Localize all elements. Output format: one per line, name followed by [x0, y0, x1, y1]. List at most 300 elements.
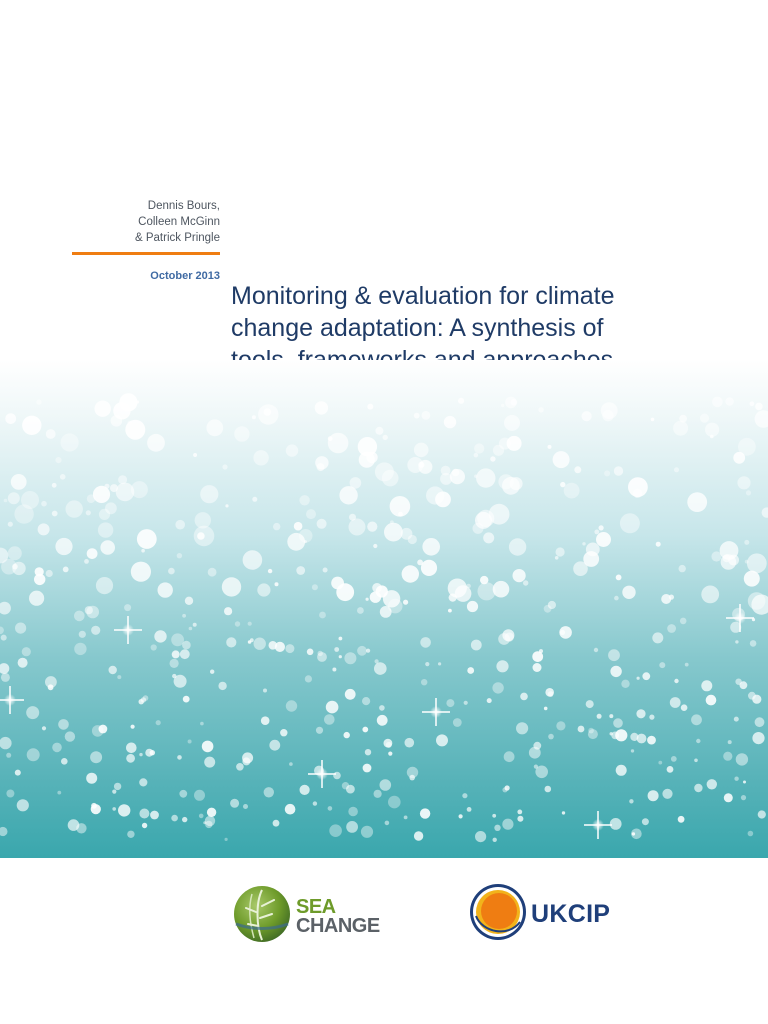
sparkle-dot — [193, 623, 197, 627]
sparkle-dot — [222, 577, 241, 596]
sea-sparkle-image — [0, 360, 768, 858]
sparkle-dot — [286, 444, 298, 456]
sparkle-dot — [452, 469, 460, 477]
sparkle-dot — [516, 722, 528, 734]
sparkle-dot — [205, 816, 215, 826]
sparkle-dot — [621, 680, 629, 688]
sparkle-dot — [63, 567, 69, 573]
sparkle-dot — [669, 595, 674, 600]
sparkle-dot — [222, 464, 227, 469]
sparkle-dot — [363, 764, 372, 773]
sparkle-dot — [243, 804, 248, 809]
sparkle-dot — [131, 562, 151, 582]
sparkle-dot — [194, 526, 215, 547]
sparkle-dot — [105, 502, 117, 514]
sparkle-dot — [474, 453, 479, 458]
title-line: change adaptation: A synthesis of — [231, 314, 604, 342]
sparkle-dot — [306, 509, 316, 519]
sparkle-dot — [586, 700, 594, 708]
sparkle-dot — [414, 413, 420, 419]
sparkle-dot — [377, 715, 388, 726]
sparkle-dot — [98, 522, 113, 537]
sparkle-dot — [118, 804, 130, 816]
sparkle-dot — [253, 450, 268, 465]
sparkle-dot — [91, 626, 100, 635]
ukcip-wordmark: UKCIP — [531, 900, 611, 928]
sparkle-dot — [318, 651, 323, 656]
sparkle-dot — [236, 763, 244, 771]
sparkle-dot — [691, 714, 702, 725]
sparkle-dot — [681, 704, 688, 711]
sparkle-dot — [127, 421, 131, 425]
sparkle-dot — [319, 612, 326, 619]
sparkle-dot — [505, 633, 514, 642]
seachange-word-change: CHANGE — [296, 915, 380, 937]
sparkle-dot — [248, 622, 252, 626]
sparkle-dot — [289, 762, 293, 766]
sparkle-dot — [261, 716, 270, 725]
sparkle-dot — [453, 718, 462, 727]
sparkle-dot — [273, 523, 280, 530]
sparkle-dot — [359, 452, 375, 468]
sparkle-dot — [448, 609, 452, 613]
sparkle-dot — [651, 418, 655, 422]
sparkle-dot — [127, 831, 134, 838]
sparkle-dot — [492, 682, 503, 693]
sparkle-dot — [87, 548, 98, 559]
sparkle-dot — [435, 492, 451, 508]
sparkle-dot — [46, 429, 56, 439]
sparkle-dot — [74, 643, 86, 655]
sparkle-dot — [421, 560, 437, 576]
sparkle-dot — [27, 748, 40, 761]
sparkle-dot — [671, 756, 677, 762]
sparkle-dot — [390, 520, 394, 524]
sparkle-dot — [79, 631, 86, 638]
sparkle-dot — [420, 808, 430, 818]
sparkle-dot — [588, 728, 594, 734]
sparkle-dot — [467, 807, 472, 812]
sparkle-dot — [694, 784, 702, 792]
sparkle-dot — [4, 499, 8, 503]
sparkle-glow — [430, 706, 442, 718]
sparkle-dot — [243, 550, 263, 570]
sparkle-dot — [200, 485, 218, 503]
sparkle-dot — [496, 660, 508, 672]
orange-divider — [72, 252, 220, 255]
sparkle-dot — [257, 583, 270, 596]
sparkle-dot — [414, 831, 423, 840]
sparkle-dot — [494, 825, 500, 831]
sparkle-dot — [234, 426, 249, 441]
sparkle-dot — [545, 786, 552, 793]
sparkle-dot — [357, 607, 364, 614]
sparkle-dot — [317, 519, 327, 529]
sparkle-dot — [210, 670, 214, 674]
sparkle-dot — [490, 456, 495, 461]
sparkle-dot — [478, 582, 496, 600]
sparkle-dot — [26, 706, 39, 719]
sparkle-dot — [99, 725, 108, 734]
sparkle-dot — [29, 591, 44, 606]
sparkle-dot — [225, 504, 228, 507]
sparkle-dot — [711, 551, 721, 561]
sparkle-dot — [207, 808, 216, 817]
sparkle-dot — [390, 496, 411, 517]
sparkle-dot — [189, 627, 193, 631]
sparkle-dot — [333, 772, 341, 780]
sparkle-dot — [357, 646, 367, 656]
sparkle-dot — [642, 818, 649, 825]
sparkle-dot — [362, 697, 370, 705]
sparkle-dot — [342, 782, 349, 789]
sparkle-dot — [376, 585, 388, 597]
sparkle-dot — [467, 601, 478, 612]
sparkle-dot — [548, 601, 556, 609]
sparkle-dot — [15, 623, 26, 634]
sparkle-dot — [172, 674, 176, 678]
sparkle-dot — [147, 434, 165, 452]
sparkle-dot — [418, 462, 424, 468]
sparkle-dot — [116, 483, 135, 502]
sparkle-dot — [409, 775, 415, 781]
sparkle-dot — [38, 523, 50, 535]
sparkle-dot — [206, 419, 223, 436]
sparkle-dot — [701, 680, 712, 691]
sparkle-dot — [611, 732, 619, 740]
sparkle-dot — [649, 715, 654, 720]
sparkle-glow — [592, 819, 604, 831]
sparkle-dot — [745, 560, 749, 564]
sparkle-dot — [674, 467, 679, 472]
sparkle-glow — [316, 768, 328, 780]
sparkle-dot — [637, 677, 640, 680]
sparkle-dot — [734, 717, 739, 722]
sparkle-dot — [582, 411, 592, 421]
sparkle-dot — [674, 679, 678, 683]
sparkle-dot — [41, 501, 47, 507]
sparkle-dot — [556, 547, 565, 556]
sparkle-dot — [307, 649, 314, 656]
sparkle-dot — [559, 626, 572, 639]
sparkle-dot — [405, 738, 415, 748]
sparkle-dot — [476, 468, 495, 487]
sparkle-dot — [346, 821, 358, 833]
sparkle-dot — [109, 666, 117, 674]
sparkle-dot — [667, 624, 676, 633]
sparkle-dot — [712, 397, 723, 408]
sparkle-dot — [632, 832, 635, 835]
sparkle-dot — [741, 795, 746, 800]
sparkle-dot — [601, 402, 618, 419]
sparkle-dot — [544, 707, 548, 711]
sparkle-dot — [513, 569, 526, 582]
sparkle-dot — [388, 796, 401, 809]
sparkle-dot — [594, 648, 598, 652]
title-line: Monitoring & evaluation for climate — [231, 282, 615, 310]
ukcip-logo — [468, 882, 628, 946]
sparkle-dot — [141, 697, 146, 702]
sparkle-dot — [696, 739, 700, 743]
sparkle-dot — [269, 740, 280, 751]
sparkle-dot — [493, 445, 504, 456]
sparkle-dot — [349, 514, 356, 521]
sparkle-dot — [139, 753, 142, 756]
sparkle-dot — [226, 637, 236, 647]
sparkle-dot — [334, 647, 339, 652]
sparkle-dot — [158, 582, 173, 597]
sparkle-dot — [252, 415, 256, 419]
sparkle-dot — [22, 416, 41, 435]
sparkle-dot — [422, 411, 431, 420]
sparkle-dot — [436, 734, 448, 746]
sparkle-dot — [84, 559, 89, 564]
sparkle-dot — [126, 743, 137, 754]
sparkle-dot — [258, 404, 278, 424]
sparkle-dot — [707, 779, 717, 789]
sparkle-dot — [523, 580, 528, 585]
sparkle-dot — [705, 423, 719, 437]
sparkle-dot — [349, 519, 366, 536]
sparkle-dot — [208, 568, 217, 577]
sparkle-dot — [55, 538, 72, 555]
sparkle-dot — [52, 483, 57, 488]
sparkle-dot — [694, 759, 698, 763]
sparkle-dot — [614, 466, 623, 475]
sparkle-dot — [139, 809, 149, 819]
sparkle-dot — [636, 709, 645, 718]
sparkle-dot — [420, 637, 431, 648]
sparkle-dot — [464, 701, 468, 705]
sparkle-dot — [610, 818, 622, 830]
sparkle-dot — [179, 790, 187, 798]
sparkle-dot — [750, 640, 757, 647]
sparkle-dot — [182, 817, 187, 822]
sparkle-dot — [131, 725, 135, 729]
sparkle-dot — [737, 476, 750, 489]
sparkle-dot — [701, 586, 719, 604]
sparkle-dot — [177, 755, 182, 760]
sparkle-dot — [755, 717, 765, 727]
sparkle-dot — [507, 436, 522, 451]
sparkle-dot — [534, 765, 538, 769]
sparkle-dot — [200, 722, 204, 726]
sparkle-dot — [344, 732, 350, 738]
sparkle-dot — [61, 433, 79, 451]
sparkle-dot — [182, 614, 186, 618]
sparkle-dot — [616, 575, 622, 581]
sparkle-dot — [379, 705, 385, 711]
sparkle-dot — [225, 838, 228, 841]
sparkle-dot — [365, 749, 371, 755]
sparkle-dot — [185, 597, 193, 605]
sparkle-dot — [441, 466, 451, 476]
sparkle-dot — [562, 811, 565, 814]
sparkle-dot — [487, 698, 492, 703]
sparkle-dot — [700, 414, 709, 423]
sparkle-dot — [263, 689, 267, 693]
sparkle-dot — [60, 474, 66, 480]
sparkle-dot — [326, 701, 339, 714]
sparkle-dot — [170, 659, 179, 668]
sparkle-dot — [402, 565, 419, 582]
sparkle-dot — [747, 553, 767, 573]
sparkle-dot — [553, 451, 570, 468]
sparkle-dot — [328, 806, 333, 811]
sparkle-dot — [501, 404, 504, 407]
sparkle-dot — [48, 684, 54, 690]
sparkle-dot — [11, 474, 27, 490]
sparkle-dot — [90, 751, 102, 763]
sparkle-glow — [734, 612, 746, 624]
sparkle-dot — [323, 568, 328, 573]
sparkle-dot — [678, 816, 685, 823]
sparkle-dot — [609, 714, 613, 718]
sparkle-dot — [752, 732, 764, 744]
sparkle-dot — [313, 801, 317, 805]
sparkle-dot — [139, 778, 147, 786]
sparkle-dot — [194, 790, 205, 801]
sparkle-dot — [366, 649, 370, 653]
sparkle-dot — [285, 804, 296, 815]
sparkle-dot — [275, 642, 285, 652]
sparkle-dot — [287, 533, 305, 551]
sparkle-dot — [631, 749, 634, 752]
sparkle-dot — [171, 633, 184, 646]
sparkle-dot — [85, 606, 93, 614]
sparkle-dot — [578, 726, 585, 733]
sparkle-dot — [474, 475, 477, 478]
sparkle-dot — [548, 445, 552, 449]
author-name: Colleen McGinn — [138, 216, 220, 228]
sparkle-dot — [616, 765, 627, 776]
sparkle-dot — [66, 500, 83, 517]
sparkle-dot — [629, 799, 633, 803]
sparkle-dot — [199, 814, 204, 819]
sparkle-dot — [604, 470, 610, 476]
sparkle-dot — [150, 811, 159, 820]
sparkle-dot — [268, 569, 272, 573]
sparkle-dot — [175, 520, 185, 530]
sparkle-dot — [509, 538, 526, 555]
sparkle-dot — [477, 510, 494, 527]
sparkle-dot — [386, 742, 392, 748]
sparkle-dot — [670, 697, 681, 708]
sparkle-dot — [17, 799, 29, 811]
sparkle-dot — [583, 551, 599, 567]
sparkle-dot — [362, 727, 368, 733]
sparkle-dot — [344, 652, 356, 664]
sparkle-dot — [502, 787, 507, 792]
sparkle-dot — [235, 621, 240, 626]
sparkle-dot — [113, 402, 130, 419]
sparkle-dot — [8, 492, 20, 504]
sparkle-dot — [517, 816, 523, 822]
sparkle-dot — [414, 443, 429, 458]
sparkle-dot — [529, 747, 541, 759]
sparkle-dot — [548, 734, 554, 740]
sparkle-dot — [328, 436, 333, 441]
sparkle-dot — [248, 640, 252, 644]
sparkle-dot — [725, 397, 734, 406]
sparkle-dot — [475, 831, 486, 842]
sparkle-dot — [74, 611, 85, 622]
sparkle-dot — [374, 790, 382, 798]
sparkle-dot — [613, 718, 623, 728]
sparkle-dot — [446, 699, 454, 707]
sparkle-dot — [105, 484, 110, 489]
sparkle-dot — [367, 404, 373, 410]
sparkle-dot — [483, 532, 494, 543]
sparkle-dot — [422, 538, 440, 556]
sparkle-dot — [76, 823, 86, 833]
sparkle-dot — [141, 549, 145, 553]
sparkle-dot — [735, 640, 738, 643]
sparkle-dot — [315, 401, 328, 414]
sparkle-dot — [6, 790, 14, 798]
sparkle-dot — [610, 666, 621, 677]
sparkle-dot — [755, 403, 763, 411]
sparkle-dot — [652, 632, 663, 643]
sparkle-dot — [724, 793, 733, 802]
sparkle-dot — [61, 758, 68, 765]
sparkle-dot — [202, 741, 214, 753]
sparkle-dot — [177, 553, 182, 558]
sparkle-dot — [8, 546, 22, 560]
sparkle-dot — [373, 544, 377, 548]
sparkle-dot — [112, 790, 116, 794]
sparkle-dot — [380, 779, 392, 791]
sparkle-dot — [91, 803, 97, 809]
sparkle-dot — [126, 754, 135, 763]
sparkle-dot — [5, 413, 16, 424]
sparkle-dot — [168, 568, 175, 575]
sparkle-dot — [662, 789, 672, 799]
seachange-word-sea: SEA — [296, 896, 336, 918]
sparkle-dot — [332, 668, 336, 672]
sparkle-dot — [345, 689, 356, 700]
sparkle-dot — [22, 647, 31, 656]
sparkle-dot — [151, 644, 157, 650]
sparkle-dot — [136, 400, 139, 403]
sparkle-dot — [193, 453, 197, 457]
sparkle-dot — [401, 528, 413, 540]
sparkle-dot — [218, 682, 226, 690]
sparkle-dot — [474, 443, 484, 453]
sparkle-dot — [339, 655, 342, 658]
sparkle-dot — [46, 570, 53, 577]
sparkle-dot — [21, 491, 39, 509]
sparkle-dot — [366, 598, 369, 601]
sparkle-dot — [748, 692, 756, 700]
sparkle-dot — [264, 787, 274, 797]
sparkle-dot — [628, 477, 648, 497]
sparkle-dot — [467, 667, 474, 674]
sparkle-dot — [156, 720, 161, 725]
sparkle-dot — [86, 510, 91, 515]
sparkle-dot — [6, 753, 11, 758]
sparkle-dot — [96, 577, 113, 594]
sparkle-dot — [462, 793, 467, 798]
sparkle-dot — [504, 415, 520, 431]
seachange-logo — [232, 884, 402, 944]
sparkle-dot — [367, 522, 377, 532]
sparkle-dot — [679, 415, 687, 423]
sparkle-dot — [137, 529, 157, 549]
sparkle-dot — [746, 490, 751, 495]
sparkle-dot — [659, 662, 665, 668]
sparkle-dot — [95, 401, 111, 417]
